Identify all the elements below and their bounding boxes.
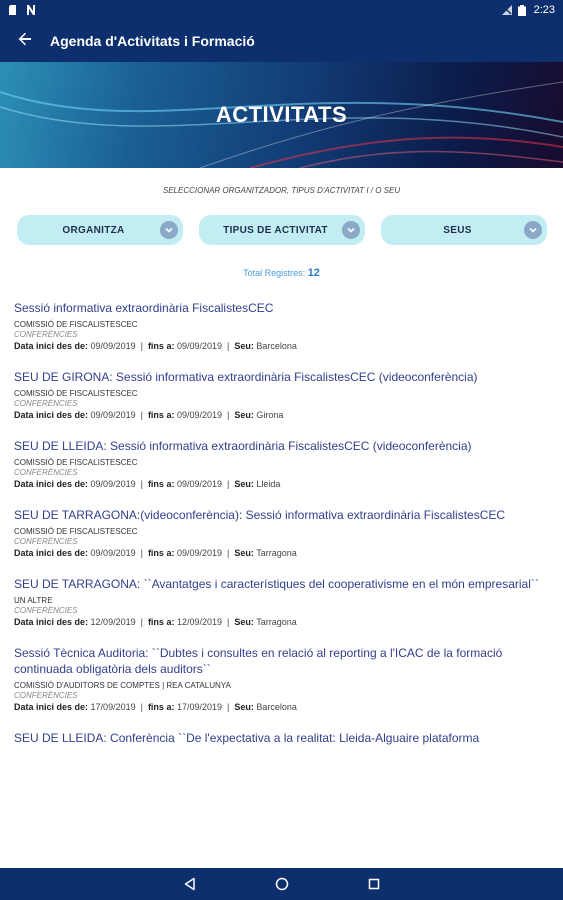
start-label: Data inici des de: [14, 617, 89, 627]
start-date: 09/09/2019 [90, 341, 136, 351]
end-date: 09/09/2019 [176, 341, 223, 351]
end-label: fins a: [147, 410, 175, 420]
activity-organizer: COMISSIÓ DE FISCALISTESCEC [14, 320, 138, 329]
end-label: fins a: [147, 548, 175, 558]
filter-row [17, 215, 547, 245]
list-item[interactable] [14, 507, 544, 559]
total-count: 12 [307, 267, 320, 279]
start-label: Data inici des de: [14, 702, 89, 712]
sd-card-icon [8, 5, 18, 15]
chevron-down-icon [160, 221, 178, 239]
activity-title[interactable]: SEU DE LLEIDA: Sessió informativa extraordinària FiscalistesCEC (videoconferència) [14, 439, 472, 453]
app-bar [0, 20, 563, 62]
start-label: Data inici des de: [14, 410, 89, 420]
activity-organizer: COMISSIÓ DE FISCALISTESCEC [14, 389, 138, 398]
activity-title[interactable]: Sessió Tècnica Auditoria: ``Dubtes i consultes en relació al reporting a l'ICAC de la formació continuada obligatòria dels auditors`` [14, 646, 503, 676]
battery-icon [518, 5, 528, 15]
activity-dates: Data inici des de: 09/09/2019 | fins a: 09/09/2019 | Seu: Tarragona [14, 548, 297, 558]
activity-dates: Data inici des de: 09/09/2019 | fins a: 09/09/2019 | Seu: Lleida [14, 479, 281, 489]
status-time: 2:23 [533, 4, 555, 16]
start-label: Data inici des de: [14, 548, 89, 558]
activity-title[interactable]: SEU DE GIRONA: Sessió informativa extraordinària FiscalistesCEC (videoconferència) [14, 370, 478, 384]
seu-label: Seu: [234, 479, 254, 489]
chevron-down-icon [342, 221, 360, 239]
activity-type: CONFERÈNCIES [14, 537, 78, 546]
nav-home-circle-icon[interactable] [272, 874, 292, 894]
list-item[interactable] [14, 576, 544, 628]
start-label: Data inici des de: [14, 341, 89, 351]
activity-type: CONFERÈNCIES [14, 606, 78, 615]
activity-type: CONFERÈNCIES [14, 399, 78, 408]
list-item[interactable] [14, 369, 544, 421]
start-label: Data inici des de: [14, 479, 89, 489]
end-label: fins a: [147, 617, 175, 627]
seu-value: Tarragona [256, 548, 297, 558]
end-date: 09/09/2019 [176, 548, 223, 558]
chevron-down-icon [524, 221, 542, 239]
filter-label: TIPUS DE ACTIVITAT [223, 224, 328, 236]
activity-dates: Data inici des de: 09/09/2019 | fins a: 09/09/2019 | Seu: Barcelona [14, 341, 297, 351]
end-label: fins a: [147, 341, 175, 351]
status-bar [0, 0, 563, 20]
arrow-left-icon [18, 32, 32, 51]
activity-dates: Data inici des de: 09/09/2019 | fins a: 09/09/2019 | Seu: Girona [14, 410, 284, 420]
seu-label: Seu: [234, 702, 254, 712]
nav-back-triangle-icon[interactable] [180, 874, 200, 894]
activity-type: CONFERÈNCIES [14, 468, 78, 477]
activity-dates: Data inici des de: 17/09/2019 | fins a: 17/09/2019 | Seu: Barcelona [14, 702, 297, 712]
activities-banner [0, 62, 563, 168]
end-date: 17/09/2019 [176, 702, 223, 712]
start-date: 09/09/2019 [90, 548, 136, 558]
seu-value: Lleida [256, 479, 281, 489]
activity-dates: Data inici des de: 12/09/2019 | fins a: 12/09/2019 | Seu: Tarragona [14, 617, 297, 627]
filter-caption: SELECCIONAR ORGANITZADOR, TIPUS D'ACTIVITAT I / O SEU [162, 186, 401, 195]
end-date: 09/09/2019 [176, 410, 223, 420]
list-item[interactable] [14, 300, 544, 352]
seu-value: Girona [256, 410, 284, 420]
end-date: 09/09/2019 [176, 479, 223, 489]
start-date: 12/09/2019 [90, 617, 136, 627]
seu-value: Barcelona [256, 341, 297, 351]
list-item[interactable] [14, 438, 544, 490]
activity-title[interactable]: Sessió informativa extraordinària FiscalistesCEC [14, 301, 274, 315]
seu-label: Seu: [234, 410, 254, 420]
app-title: Agenda d'Activitats i Formació [50, 33, 255, 49]
back-button[interactable] [0, 20, 50, 62]
seu-value: Tarragona [256, 617, 297, 627]
nav-recents-square-icon[interactable] [364, 874, 384, 894]
filter-tipus-dropdown[interactable] [199, 215, 365, 245]
list-item[interactable] [14, 730, 544, 746]
seu-label: Seu: [234, 341, 254, 351]
activity-organizer: COMISSIÓ D'AUDITORS DE COMPTES | REA CATALUNYA [14, 681, 231, 690]
notification-n-icon [26, 5, 36, 15]
activity-organizer: COMISSIÓ DE FISCALISTESCEC [14, 527, 138, 536]
seu-label: Seu: [234, 617, 254, 627]
seu-value: Barcelona [256, 702, 297, 712]
activity-list[interactable] [14, 300, 544, 868]
activity-organizer: COMISSIÓ DE FISCALISTESCEC [14, 458, 138, 467]
banner-title: ACTIVITATS [215, 102, 348, 127]
activity-type: CONFERÈNCIES [14, 330, 78, 339]
activity-title[interactable]: SEU DE LLEIDA: Conferència ``De l'expectativa a la realitat: Lleida-Alguaire plataforma [14, 731, 480, 745]
activity-type: CONFERÈNCIES [14, 691, 78, 700]
filter-seus-dropdown[interactable] [381, 215, 547, 245]
filter-organitza-dropdown[interactable] [17, 215, 183, 245]
activity-title[interactable]: SEU DE TARRAGONA:(videoconferència): Sessió informativa extraordinària FiscalistesCEC [14, 508, 506, 522]
activity-organizer: UN ALTRE [14, 596, 53, 605]
filter-label: SEUS [443, 224, 472, 236]
start-date: 09/09/2019 [90, 410, 136, 420]
end-label: fins a: [147, 479, 175, 489]
end-date: 12/09/2019 [176, 617, 223, 627]
start-date: 09/09/2019 [90, 479, 136, 489]
activity-title[interactable]: SEU DE TARRAGONA: ``Avantatges i característiques del cooperativisme en el món empresarial`` [14, 577, 539, 591]
start-date: 17/09/2019 [90, 702, 136, 712]
no-sim-icon [502, 5, 512, 15]
seu-label: Seu: [234, 548, 254, 558]
filter-label: ORGANITZA [62, 224, 125, 236]
total-records [0, 267, 563, 279]
list-item[interactable] [14, 645, 544, 713]
system-nav-bar [0, 868, 563, 900]
end-label: fins a: [147, 702, 175, 712]
total-label: Total Registres: [243, 268, 306, 278]
